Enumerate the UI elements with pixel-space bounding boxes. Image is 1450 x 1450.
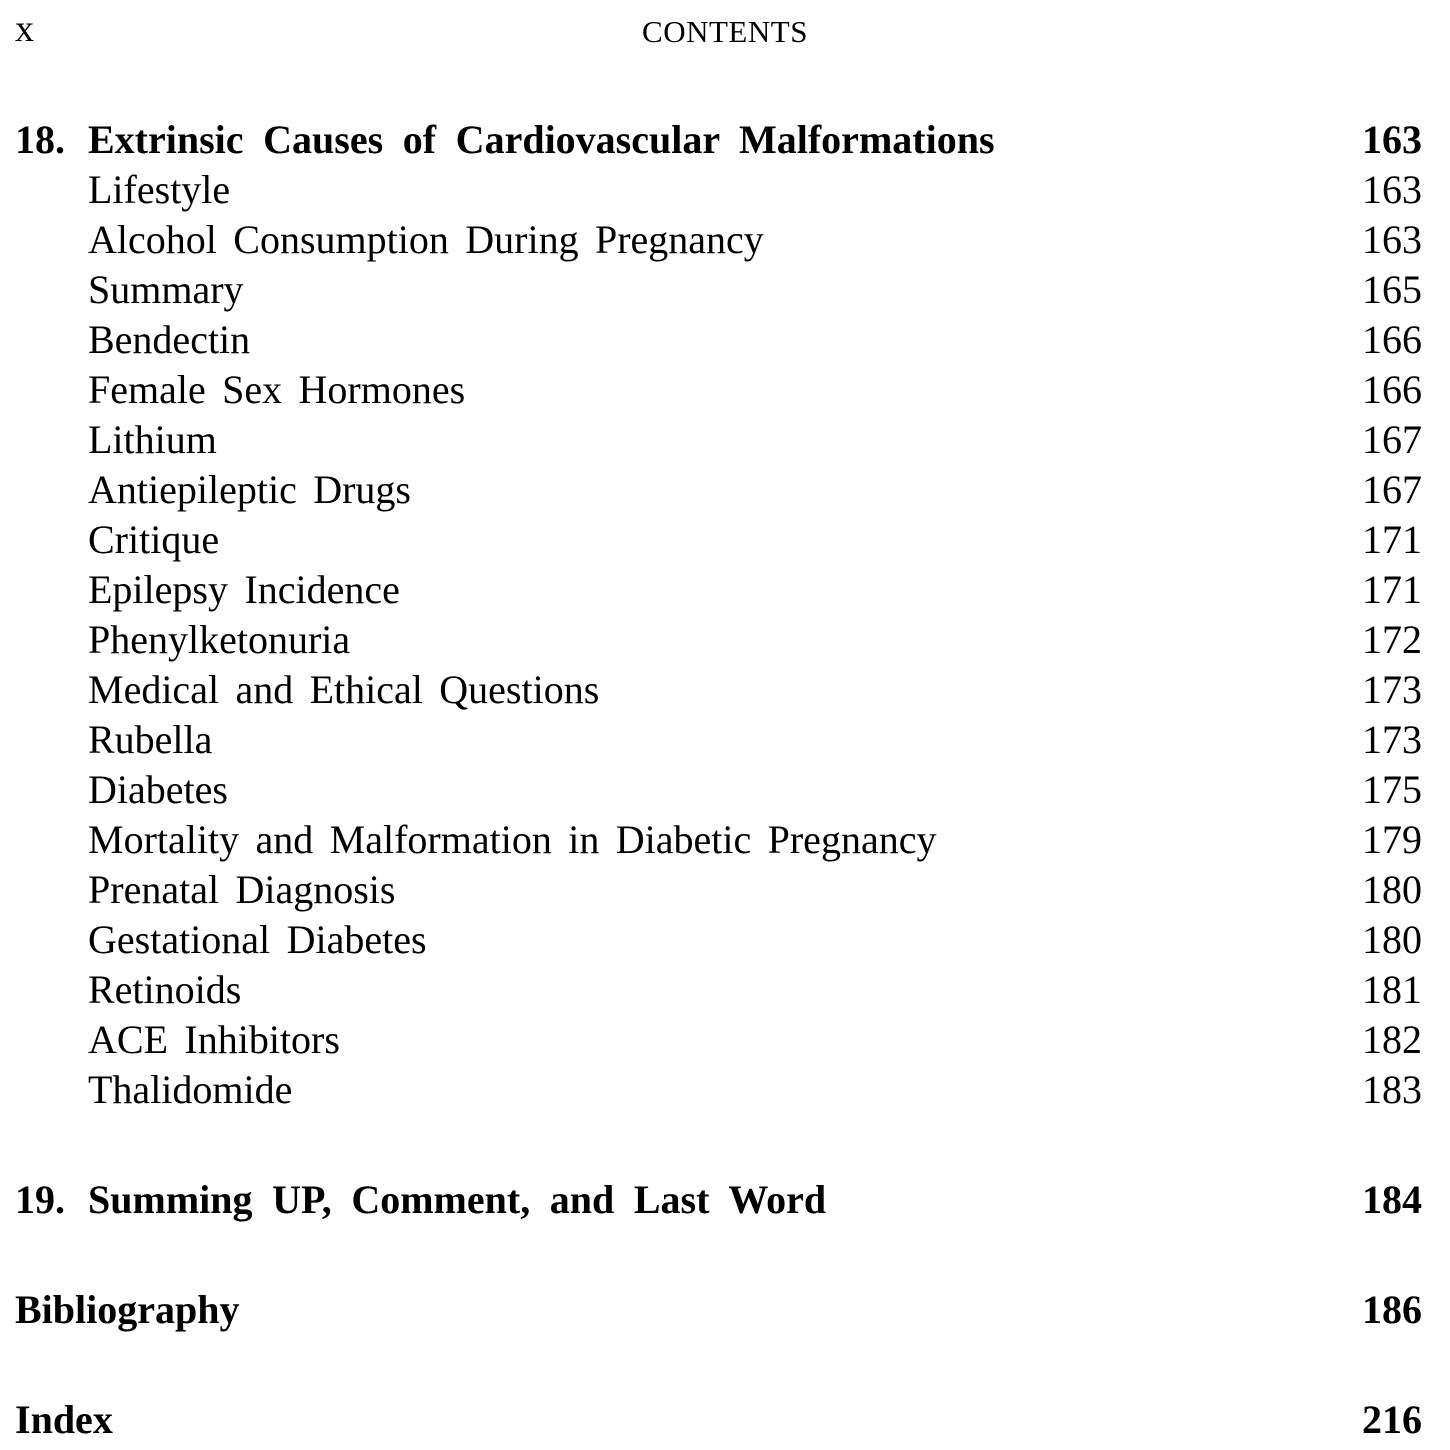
toc-entry-row	[15, 315, 1422, 365]
entry-label: Medical and Ethical Questions	[88, 667, 600, 712]
entry-page-number: 173	[1362, 667, 1422, 712]
chapter-page-number: 184	[1362, 1177, 1422, 1222]
entry-label: Diabetes	[88, 767, 228, 812]
chapter-title: Extrinsic Causes of Cardiovascular Malformations	[88, 117, 995, 162]
toc-entry-row	[15, 515, 1422, 565]
entry-label: Prenatal Diagnosis	[88, 867, 396, 912]
entry-label: Bendectin	[88, 317, 251, 362]
entry-label: Lithium	[88, 417, 217, 462]
entry-page-number: 180	[1362, 917, 1422, 962]
entry-label: Gestational Diabetes	[88, 917, 427, 962]
folio-page-number: x	[15, 8, 34, 50]
backmatter-page-number: 216	[1362, 1397, 1422, 1442]
entry-page-number: 182	[1362, 1017, 1422, 1062]
toc-entry-row	[15, 765, 1422, 815]
toc-entry-row	[15, 1015, 1422, 1065]
entry-page-number: 175	[1362, 767, 1422, 812]
entry-label: Rubella	[88, 717, 213, 762]
entry-label: Retinoids	[88, 967, 242, 1012]
entry-label: Alcohol Consumption During Pregnancy	[88, 217, 764, 262]
toc-entry-row	[15, 565, 1422, 615]
toc-entry-row	[15, 415, 1422, 465]
toc-entry-row	[15, 865, 1422, 915]
toc-entry-row	[15, 715, 1422, 765]
toc-chapter-row	[15, 115, 1422, 165]
backmatter-label: Index	[15, 1397, 113, 1442]
entry-page-number: 167	[1362, 417, 1422, 462]
entry-page-number: 179	[1362, 817, 1422, 862]
toc-entry-row	[15, 815, 1422, 865]
toc-backmatter-row	[15, 1285, 1422, 1335]
entry-page-number: 166	[1362, 367, 1422, 412]
chapter-page-number: 163	[1362, 117, 1422, 162]
entry-page-number: 166	[1362, 317, 1422, 362]
entry-page-number: 180	[1362, 867, 1422, 912]
toc-entry-row	[15, 615, 1422, 665]
entry-label: Female Sex Hormones	[88, 367, 466, 412]
toc-entry-row	[15, 165, 1422, 215]
entry-page-number: 183	[1362, 1067, 1422, 1112]
entry-page-number: 163	[1362, 167, 1422, 212]
entry-label: Antiepileptic Drugs	[88, 467, 412, 512]
toc-entry-row	[15, 915, 1422, 965]
entry-page-number: 163	[1362, 217, 1422, 262]
entry-page-number: 172	[1362, 617, 1422, 662]
entry-label: Lifestyle	[88, 167, 231, 212]
page-header	[0, 0, 1450, 62]
toc-list	[15, 115, 1422, 1445]
entry-page-number: 181	[1362, 967, 1422, 1012]
chapter-number: 19.	[15, 1177, 65, 1222]
chapter-number: 18.	[15, 117, 65, 162]
entry-page-number: 171	[1362, 517, 1422, 562]
running-head-title: CONTENTS	[642, 14, 808, 49]
toc-chapter-row	[15, 1175, 1422, 1225]
entry-label: Epilepsy Incidence	[88, 567, 400, 612]
entry-label: Summary	[88, 267, 244, 312]
toc-entry-row	[15, 1065, 1422, 1115]
toc-entry-row	[15, 465, 1422, 515]
entry-page-number: 167	[1362, 467, 1422, 512]
entry-page-number: 171	[1362, 567, 1422, 612]
chapter-title: Summing UP, Comment, and Last Word	[88, 1177, 827, 1222]
toc-entry-row	[15, 265, 1422, 315]
toc-backmatter-row	[15, 1395, 1422, 1445]
entry-label: Critique	[88, 517, 220, 562]
toc-entry-row	[15, 665, 1422, 715]
entry-page-number: 173	[1362, 717, 1422, 762]
toc-entry-row	[15, 365, 1422, 415]
entry-page-number: 165	[1362, 267, 1422, 312]
entry-label: Thalidomide	[88, 1067, 293, 1112]
backmatter-page-number: 186	[1362, 1287, 1422, 1332]
backmatter-label: Bibliography	[15, 1287, 240, 1332]
toc-entry-row	[15, 215, 1422, 265]
entry-label: Phenylketonuria	[88, 617, 351, 662]
toc-entry-row	[15, 965, 1422, 1015]
entry-label: ACE Inhibitors	[88, 1017, 340, 1062]
entry-label: Mortality and Malformation in Diabetic Pregnancy	[88, 817, 937, 862]
